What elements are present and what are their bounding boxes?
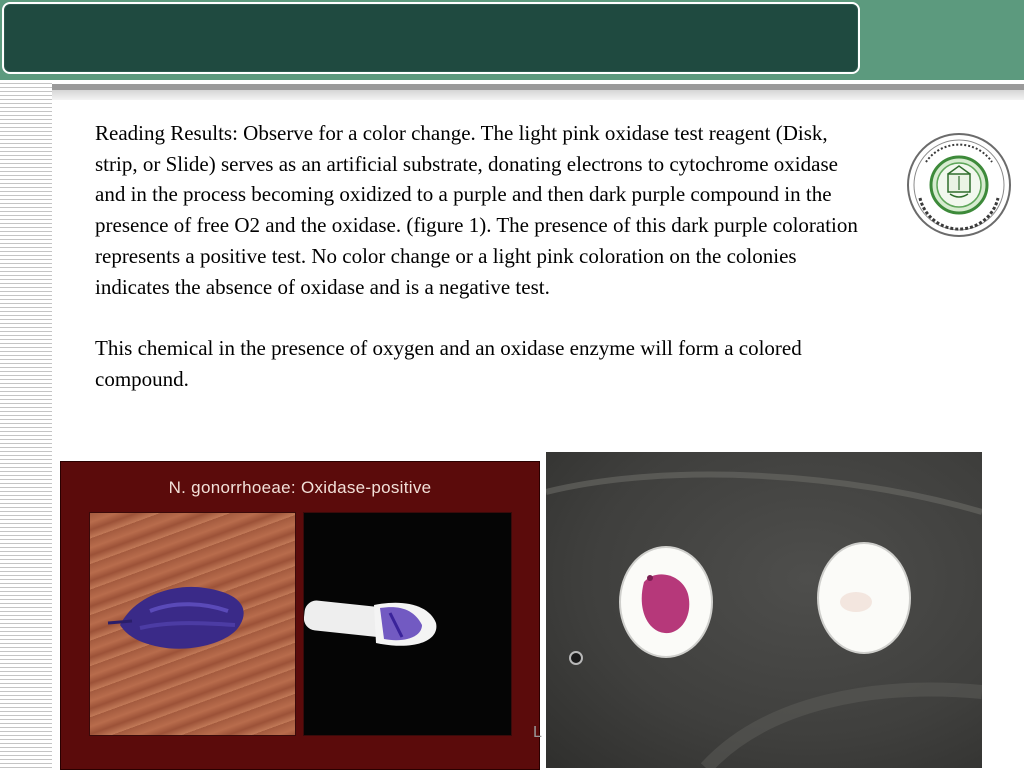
university-seal-logo <box>906 132 1012 238</box>
agar-plate-image <box>89 512 296 736</box>
side-stripe-decoration <box>0 80 52 768</box>
purple-colony-smear <box>90 513 295 735</box>
header-rule-shadow <box>0 90 1024 100</box>
swab-image <box>303 512 512 736</box>
paragraph-chemical: This chemical in the presence of oxygen and an oxidase enzyme will form a colored compound. <box>95 335 802 391</box>
figure-oxidase-positive <box>60 461 540 770</box>
figure-oxidase-disks <box>546 452 982 768</box>
paragraph-reading-results: Reading Results: Observe for a color change. The light pink oxidase test reagent (Disk, strip, or Slide) serves as an artificial substrate, donating electrons to cytochrome oxidase and in the process becoming oxidized to a purple and then dark purple compound in the presence of free O2 and the oxidase. (figure 1). The presence of this dark purple coloration represents a positive test. No color change or a light pink coloration on the colonies indicates the absence of oxidase and is a negative test. <box>95 121 858 299</box>
purple-swab-tip <box>304 513 511 735</box>
slide-body-text <box>95 118 870 394</box>
footer-text-fragment: L <box>533 724 542 741</box>
figure-caption: N. gonorrhoeae: Oxidase-positive <box>168 478 432 497</box>
oxidase-disk-photo <box>546 452 982 768</box>
title-bar <box>2 2 860 74</box>
